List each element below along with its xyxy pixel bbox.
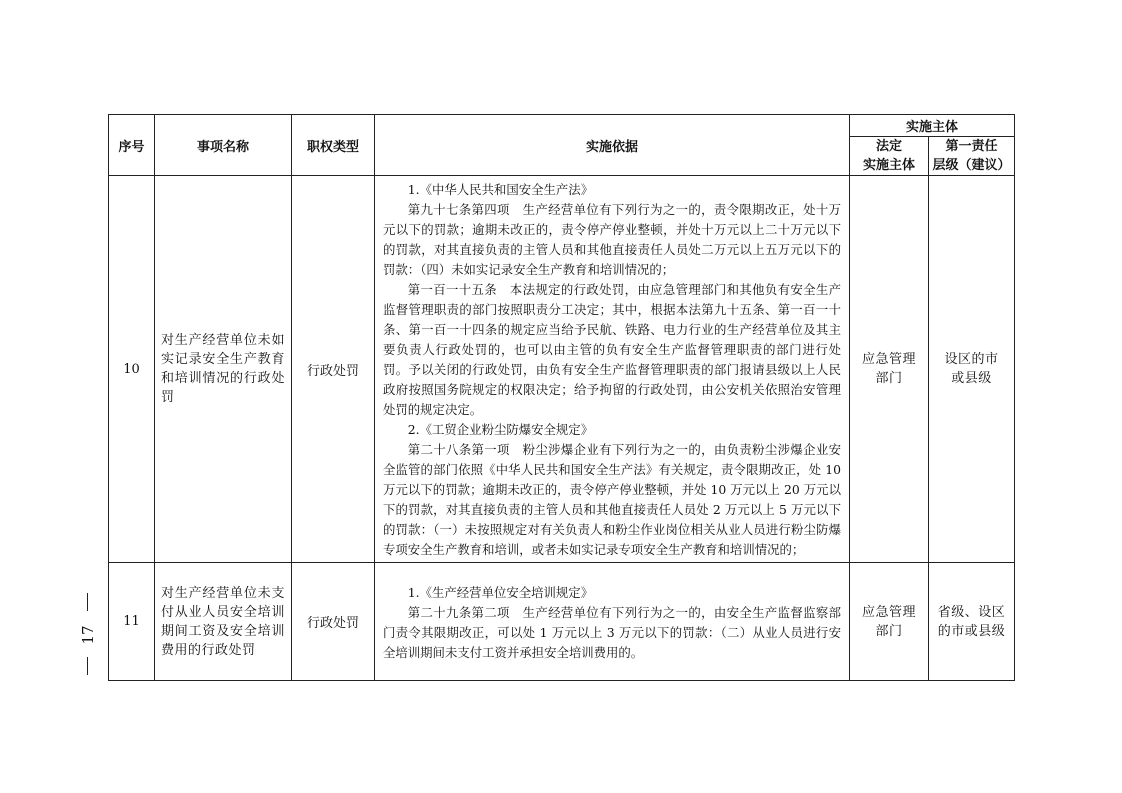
- header-first-level: 第一责任 层级（建议）: [929, 137, 1015, 176]
- table-row: [109, 176, 1015, 563]
- row-item-name: 对生产经营单位未支付从业人员安全培训期间工资及安全培训费用的行政处罚: [155, 563, 292, 681]
- basis-paragraph: 第一百一十五条 本法规定的行政处罚，由应急管理部门和其他负有安全生产监督管理职责的部门按照职责分工决定；其中，根据本法第九十五条、第一百一十条、第一百一十四条的规定应当给予民航、铁路、电力行业的生产经营单位及其主要负责人行政处罚的，也可以由主管的负有安全生产监督管理职责的部门进行处罚。予以关闭的行政处罚，由负有安全生产监督管理职责的部门报请县级以上人民政府按照国务院规定的权限决定；给予拘留的行政处罚，由公安机关依照治安管理处罚的规定决定。: [383, 282, 841, 417]
- basis-paragraph: 1.《中华人民共和国安全生产法》: [407, 182, 594, 197]
- row-basis: [375, 563, 850, 681]
- header-basis: 实施依据: [375, 115, 850, 176]
- row-item-name: 对生产经营单位未如实记录安全生产教育和培训情况的行政处罚: [155, 176, 292, 563]
- header-statutory-subject: 法定 实施主体: [850, 137, 929, 176]
- header-seq: 序号: [109, 115, 155, 176]
- row-basis: [375, 176, 850, 563]
- basis-paragraph: 第二十九条第二项 生产经营单位有下列行为之一的，由安全生产监督监察部门责令其限期改正，可以处 1 万元以上 3 万元以下的罚款：（二）从业人员进行安全培训期间未支付工资并承担安全培训费用的。: [383, 604, 841, 660]
- header-subject-group: 实施主体: [850, 115, 1015, 137]
- table-row: [109, 563, 1015, 681]
- page-number: 17: [79, 625, 97, 645]
- header-power-type: 职权类型: [292, 115, 375, 176]
- basis-paragraph: 1.《生产经营单位安全培训规定》: [407, 584, 594, 600]
- page-number-dash-bottom: [87, 657, 88, 675]
- basis-paragraph: 2.《工贸企业粉尘防爆安全规定》: [407, 422, 594, 437]
- row-power-type: 行政处罚: [292, 563, 375, 681]
- header-item-name: 事项名称: [155, 115, 292, 176]
- row-seq: 10: [109, 176, 155, 563]
- row-seq: 11: [109, 563, 155, 681]
- row-power-type: 行政处罚: [292, 176, 375, 563]
- row-first-level: 设区的市或县级: [929, 176, 1015, 563]
- page-number-marker: [70, 593, 106, 679]
- basis-paragraph: 第九十七条第四项 生产经营单位有下列行为之一的，责令限期改正，处十万元以下的罚款；逾期未改正的，责令停产停业整顿，并处十万元以上二十万元以下的罚款，对其直接负责的主管人员和其他直接责任人员处二万元以上五万元以下的罚款：（四）未如实记录安全生产教育和培训情况的；: [383, 202, 841, 277]
- row-first-level: 省级、设区的市或县级: [929, 563, 1015, 681]
- enforcement-table: [108, 114, 1015, 681]
- row-statutory-subject: 应急管理部门: [850, 176, 929, 563]
- basis-paragraph: 第二十八条第一项 粉尘涉爆企业有下列行为之一的，由负责粉尘涉爆企业安全监管的部门依照《中华人民共和国安全生产法》有关规定，责令限期改正，处 10 万元以下的罚款；逾期未改正的，责令停产停业整顿，并处 10 万元以上 20 万元以下的罚款，对其直接负责的主管人员和其他直接责任人员处 2 万元以上 5 万元以下的罚款：（一）未按照规定对有关负责人和粉尘作业岗位相关从业人员进行粉尘防爆专项安全生产教育和培训，或者未如实记录专项安全生产教育和培训情况的；: [383, 442, 841, 557]
- page-number-dash-top: [87, 593, 88, 611]
- header-row-1: [109, 115, 1015, 137]
- row-statutory-subject: 应急管理部门: [850, 563, 929, 681]
